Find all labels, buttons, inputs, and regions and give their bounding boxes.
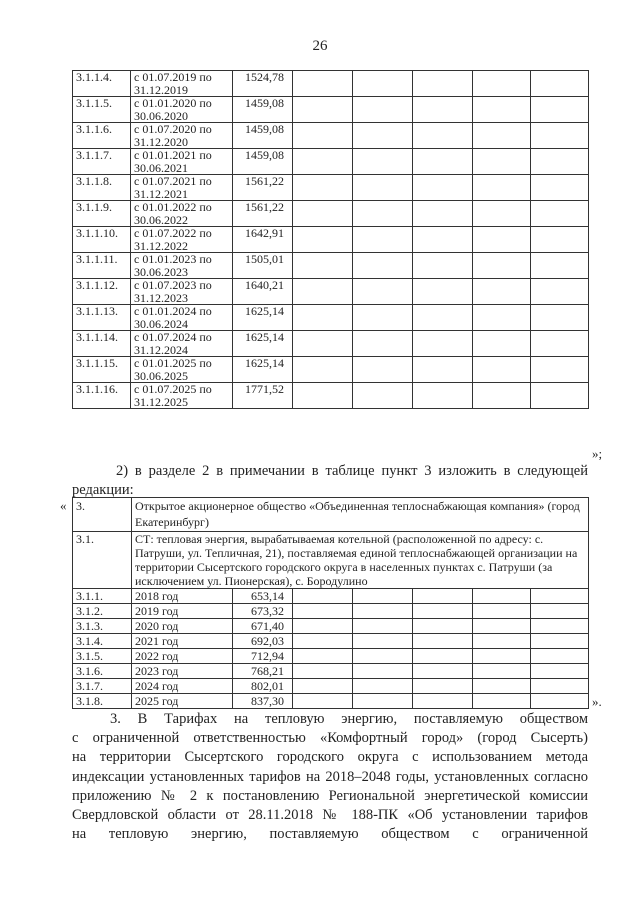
empty-cell — [293, 383, 353, 409]
empty-cell — [353, 201, 413, 227]
row-number: 3.1.8. — [73, 694, 132, 709]
empty-cell — [293, 589, 353, 604]
empty-cell — [293, 227, 353, 253]
empty-cell — [531, 383, 589, 409]
text-line: на территории Сысертского городского округа с использованием метода — [72, 749, 588, 766]
tariff-value: 1459,08 — [233, 97, 293, 123]
empty-cell — [293, 253, 353, 279]
table-row — [73, 97, 589, 123]
tariff-value: 1640,21 — [233, 279, 293, 305]
empty-cell — [531, 604, 589, 619]
period: с 01.01.2022 по 30.06.2022 — [131, 201, 233, 227]
tariff-value: 1459,08 — [233, 123, 293, 149]
text-line: 2) в разделе 2 в примечании в таблице пункт 3 изложить в следующей — [116, 463, 588, 479]
table-row — [73, 383, 589, 409]
tariff-value: 1642,91 — [233, 227, 293, 253]
empty-cell — [293, 279, 353, 305]
empty-cell — [473, 201, 531, 227]
empty-cell — [353, 97, 413, 123]
table-row — [73, 664, 589, 679]
row-number: 3.1.7. — [73, 679, 132, 694]
table-row — [73, 604, 589, 619]
tariff-value: 802,01 — [233, 679, 293, 694]
table-row — [73, 357, 589, 383]
org-number: 3. — [73, 498, 132, 532]
table-row — [73, 634, 589, 649]
empty-cell — [413, 97, 473, 123]
empty-cell — [413, 679, 473, 694]
tariff-value: 1625,14 — [233, 357, 293, 383]
table-row — [73, 201, 589, 227]
empty-cell — [473, 279, 531, 305]
row-number: 3.1.1.11. — [73, 253, 131, 279]
period: с 01.01.2021 по 30.06.2021 — [131, 149, 233, 175]
empty-cell — [413, 279, 473, 305]
period: с 01.07.2024 по 31.12.2024 — [131, 331, 233, 357]
empty-cell — [531, 123, 589, 149]
table-row — [73, 253, 589, 279]
row-number: 3.1.1.10. — [73, 227, 131, 253]
row-number: 3.1.5. — [73, 649, 132, 664]
empty-cell — [473, 149, 531, 175]
period: с 01.01.2025 по 30.06.2025 — [131, 357, 233, 383]
empty-cell — [413, 305, 473, 331]
empty-cell — [353, 175, 413, 201]
empty-cell — [353, 279, 413, 305]
closing-quote: »; — [592, 446, 603, 461]
row-number: 3.1.4. — [73, 634, 132, 649]
empty-cell — [413, 201, 473, 227]
table-row — [73, 175, 589, 201]
tariff-value: 673,32 — [233, 604, 293, 619]
period: 2019 год — [132, 604, 233, 619]
empty-cell — [293, 664, 353, 679]
empty-cell — [353, 123, 413, 149]
row-number: 3.1.1.4. — [73, 71, 131, 97]
empty-cell — [473, 679, 531, 694]
empty-cell — [531, 97, 589, 123]
period: 2020 год — [132, 619, 233, 634]
empty-cell — [531, 589, 589, 604]
empty-cell — [473, 331, 531, 357]
org-name: Открытое акционерное общество «Объединенная теплоснабжающая компания» (город Екатеринбург) — [132, 498, 589, 532]
tariff-value: 1524,78 — [233, 71, 293, 97]
empty-cell — [413, 649, 473, 664]
row-number: 3.1.1.6. — [73, 123, 131, 149]
empty-cell — [353, 253, 413, 279]
empty-cell — [473, 634, 531, 649]
table-row — [73, 305, 589, 331]
empty-cell — [531, 175, 589, 201]
empty-cell — [531, 619, 589, 634]
empty-cell — [413, 123, 473, 149]
empty-cell — [473, 664, 531, 679]
empty-cell — [353, 305, 413, 331]
tariff-value: 1771,52 — [233, 383, 293, 409]
period: с 01.01.2020 по 30.06.2020 — [131, 97, 233, 123]
empty-cell — [353, 664, 413, 679]
period: с 01.07.2022 по 31.12.2022 — [131, 227, 233, 253]
empty-cell — [293, 331, 353, 357]
empty-cell — [473, 97, 531, 123]
empty-cell — [473, 604, 531, 619]
tariff-value: 837,30 — [233, 694, 293, 709]
empty-cell — [473, 383, 531, 409]
tariff-table-1 — [72, 70, 589, 409]
empty-cell — [531, 201, 589, 227]
tariff-value: 712,94 — [233, 649, 293, 664]
empty-cell — [473, 694, 531, 709]
text-line: приложению № 2 к постановлению Региональной энергетической комиссии — [72, 787, 588, 804]
closing-quote: ». — [592, 694, 602, 709]
period: с 01.07.2021 по 31.12.2021 — [131, 175, 233, 201]
table-row — [73, 331, 589, 357]
empty-cell — [293, 694, 353, 709]
empty-cell — [353, 649, 413, 664]
empty-cell — [293, 604, 353, 619]
empty-cell — [293, 175, 353, 201]
empty-cell — [531, 253, 589, 279]
empty-cell — [353, 227, 413, 253]
row-number: 3.1.1.15. — [73, 357, 131, 383]
tariff-value: 653,14 — [233, 589, 293, 604]
empty-cell — [473, 71, 531, 97]
empty-cell — [531, 357, 589, 383]
empty-cell — [293, 649, 353, 664]
row-number: 3.1.1.5. — [73, 97, 131, 123]
empty-cell — [531, 664, 589, 679]
table-row — [73, 227, 589, 253]
row-number: 3.1.1.14. — [73, 331, 131, 357]
table-row — [73, 649, 589, 664]
row-number: 3.1.1.12. — [73, 279, 131, 305]
row-number: 3.1.1.16. — [73, 383, 131, 409]
empty-cell — [531, 149, 589, 175]
empty-cell — [531, 227, 589, 253]
empty-cell — [531, 71, 589, 97]
table-row — [73, 589, 589, 604]
period: с 01.07.2023 по 31.12.2023 — [131, 279, 233, 305]
empty-cell — [413, 589, 473, 604]
empty-cell — [473, 649, 531, 664]
empty-cell — [413, 175, 473, 201]
period: 2023 год — [132, 664, 233, 679]
tariff-value: 1625,14 — [233, 305, 293, 331]
empty-cell — [531, 679, 589, 694]
empty-cell — [413, 331, 473, 357]
text-line: Свердловской области от 28.11.2018 № 188-ПК «Об установлении тарифов — [72, 806, 588, 823]
empty-cell — [293, 71, 353, 97]
table-row — [73, 694, 589, 709]
period: 2024 год — [132, 679, 233, 694]
empty-cell — [473, 253, 531, 279]
empty-cell — [413, 604, 473, 619]
text-line: 3. В Тарифах на тепловую энергию, поставляемую обществом — [110, 711, 588, 727]
empty-cell — [293, 201, 353, 227]
table-row — [73, 149, 589, 175]
row-number: 3.1.1.8. — [73, 175, 131, 201]
empty-cell — [293, 634, 353, 649]
empty-cell — [413, 619, 473, 634]
text-line: редакции: — [72, 482, 134, 499]
period: с 01.01.2023 по 30.06.2023 — [131, 253, 233, 279]
empty-cell — [413, 694, 473, 709]
empty-cell — [413, 664, 473, 679]
period: с 01.07.2019 по 31.12.2019 — [131, 71, 233, 97]
empty-cell — [353, 604, 413, 619]
tariff-table-2 — [72, 497, 589, 709]
empty-cell — [473, 123, 531, 149]
text-line: с ограниченной ответственностью «Комфортный город» (город Сысерть) — [72, 730, 588, 747]
tariff-value: 671,40 — [233, 619, 293, 634]
empty-cell — [531, 634, 589, 649]
empty-cell — [413, 227, 473, 253]
empty-cell — [473, 227, 531, 253]
row-number: 3.1.1.7. — [73, 149, 131, 175]
empty-cell — [413, 253, 473, 279]
empty-cell — [293, 97, 353, 123]
tariff-value: 692,03 — [233, 634, 293, 649]
period: с 01.07.2020 по 31.12.2020 — [131, 123, 233, 149]
empty-cell — [353, 357, 413, 383]
empty-cell — [473, 357, 531, 383]
row-number: 3.1.3. — [73, 619, 132, 634]
empty-cell — [531, 694, 589, 709]
opening-quote: « — [60, 498, 67, 513]
empty-cell — [413, 149, 473, 175]
empty-cell — [473, 305, 531, 331]
row-number: 3.1.1. — [73, 589, 132, 604]
tariff-value: 1625,14 — [233, 331, 293, 357]
period: 2018 год — [132, 589, 233, 604]
empty-cell — [293, 305, 353, 331]
empty-cell — [473, 619, 531, 634]
row-number: 3.1.6. — [73, 664, 132, 679]
empty-cell — [293, 149, 353, 175]
tariff-value: 1561,22 — [233, 201, 293, 227]
sub-description: СТ: тепловая энергия, вырабатываемая котельной (расположенной по адресу: с. Патруши, ул. Тепличная, 21), поставляемая единой теплоснабжающей организации на территории Сысертского городского округа в населенных пунктах с. Патруши (за исключением ул. Пионерская), с. Бородулино — [132, 532, 589, 589]
empty-cell — [413, 634, 473, 649]
paragraph-3 — [72, 710, 588, 844]
empty-cell — [473, 175, 531, 201]
empty-cell — [293, 123, 353, 149]
empty-cell — [413, 71, 473, 97]
page-number: 26 — [312, 38, 328, 54]
text-line: индексации установленных тарифов на 2018–2048 годы, установленных согласно — [72, 768, 588, 785]
table-row — [73, 279, 589, 305]
empty-cell — [353, 149, 413, 175]
empty-cell — [353, 619, 413, 634]
empty-cell — [473, 589, 531, 604]
row-number: 3.1.2. — [73, 604, 132, 619]
table-row — [73, 71, 589, 97]
period: с 01.07.2025 по 31.12.2025 — [131, 383, 233, 409]
empty-cell — [353, 694, 413, 709]
empty-cell — [531, 305, 589, 331]
empty-cell — [353, 383, 413, 409]
empty-cell — [531, 649, 589, 664]
table-row — [73, 679, 589, 694]
empty-cell — [293, 679, 353, 694]
table-row — [73, 123, 589, 149]
empty-cell — [293, 619, 353, 634]
tariff-value: 1459,08 — [233, 149, 293, 175]
sub-number: 3.1. — [73, 532, 132, 589]
period: 2025 год — [132, 694, 233, 709]
text-line: на тепловую энергию, поставляемую обществом с ограниченной — [72, 826, 588, 843]
period: 2021 год — [132, 634, 233, 649]
tariff-value: 1561,22 — [233, 175, 293, 201]
empty-cell — [353, 634, 413, 649]
row-number: 3.1.1.9. — [73, 201, 131, 227]
empty-cell — [413, 383, 473, 409]
empty-cell — [353, 679, 413, 694]
table-row — [73, 619, 589, 634]
empty-cell — [413, 357, 473, 383]
empty-cell — [293, 357, 353, 383]
period: 2022 год — [132, 649, 233, 664]
row-number: 3.1.1.13. — [73, 305, 131, 331]
empty-cell — [531, 279, 589, 305]
paragraph-2 — [72, 462, 588, 500]
empty-cell — [531, 331, 589, 357]
period: с 01.01.2024 по 30.06.2024 — [131, 305, 233, 331]
tariff-value: 768,21 — [233, 664, 293, 679]
empty-cell — [353, 71, 413, 97]
tariff-value: 1505,01 — [233, 253, 293, 279]
empty-cell — [353, 331, 413, 357]
empty-cell — [353, 589, 413, 604]
